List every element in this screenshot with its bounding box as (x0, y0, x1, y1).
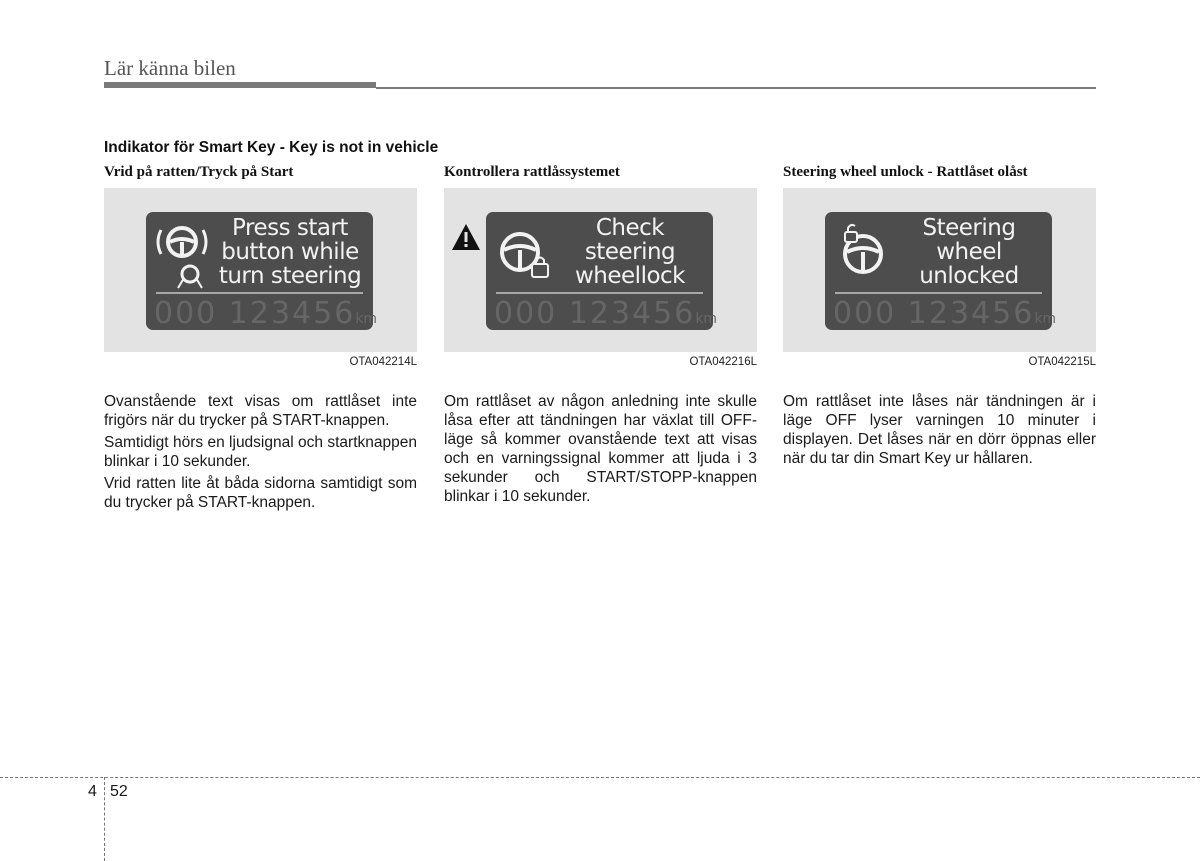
section-heading: Indikator för Smart Key - Key is not in vehicle (104, 139, 439, 156)
footer-rule (0, 777, 1200, 778)
odometer-value: 000 123456 (494, 296, 696, 331)
body-paragraph: Ovanstående text visas om rattlåset inte frigörs när du trycker på START-knappen. (104, 393, 417, 429)
chapter-number: 4 (88, 783, 97, 800)
screen-divider (496, 292, 703, 294)
display-figure (104, 188, 417, 352)
footer-margin-rule (104, 777, 105, 861)
odometer-readout (154, 296, 377, 331)
figure-code: OTA042214L (349, 356, 417, 368)
odometer-readout (833, 296, 1056, 331)
page-number: 52 (110, 783, 128, 800)
column-title: Kontrollera rattlåssystemet (444, 164, 620, 180)
body-paragraph: Vrid ratten lite åt båda sidorna samtidigt som du trycker på START-knappen. (104, 475, 417, 511)
odometer-readout (494, 296, 717, 331)
steering-wheel-lock-icon (492, 220, 554, 290)
column-2 (444, 162, 757, 506)
odometer-value: 000 123456 (833, 296, 1035, 331)
header-rule-thick (104, 82, 376, 88)
column-title: Vrid på ratten/Tryck på Start (104, 164, 294, 180)
display-figure (444, 188, 757, 352)
odometer-value: 000 123456 (154, 296, 356, 331)
screen-divider (156, 292, 363, 294)
column-1 (104, 162, 417, 512)
body-paragraph: Om rattlåset inte låses när tändningen är i läge OFF lyser varningen 10 minuter i displayen. Det låses när en dörr öppnas eller när du tar din Smart Key ur hållaren. (783, 393, 1096, 467)
cluster-screen (146, 212, 378, 331)
odometer-unit: km (1034, 311, 1057, 327)
column-body (444, 392, 757, 506)
body-paragraph: Om rattlåset av någon anledning inte skulle låsa efter att tändningen har växlat till OFF-läge så kommer ovanstående text att visas och en varningssignal kommer att ljuda i 3 sekunder och START/STOPP-knappen blinkar i 10 sekunder. (444, 393, 757, 505)
body-paragraph: Samtidigt hörs en ljudsignal och startknappen blinkar i 10 sekunder. (104, 434, 417, 470)
steering-wheel-sound-icon (152, 220, 214, 290)
cluster-screen (825, 212, 1057, 331)
warning-triangle-icon (450, 222, 482, 252)
display-figure (783, 188, 1096, 352)
column-body (783, 392, 1096, 468)
odometer-unit: km (695, 311, 718, 327)
screen-message: Check steering wheellock (574, 215, 685, 289)
header-rule-thin (376, 87, 1096, 89)
screen-message: Steering wheel unlocked (919, 215, 1019, 289)
column-3 (783, 162, 1096, 468)
column-title: Steering wheel unlock - Rattlåset olåst (783, 164, 1028, 180)
cluster-screen (486, 212, 718, 331)
header-title: Lär känna bilen (104, 56, 236, 80)
odometer-unit: km (355, 311, 378, 327)
figure-code: OTA042216L (689, 356, 757, 368)
steering-wheel-unlock-icon (831, 220, 893, 290)
column-body (104, 392, 417, 512)
figure-code: OTA042215L (1028, 356, 1096, 368)
screen-message: Press start button while turn steering (218, 215, 362, 289)
screen-divider (835, 292, 1042, 294)
